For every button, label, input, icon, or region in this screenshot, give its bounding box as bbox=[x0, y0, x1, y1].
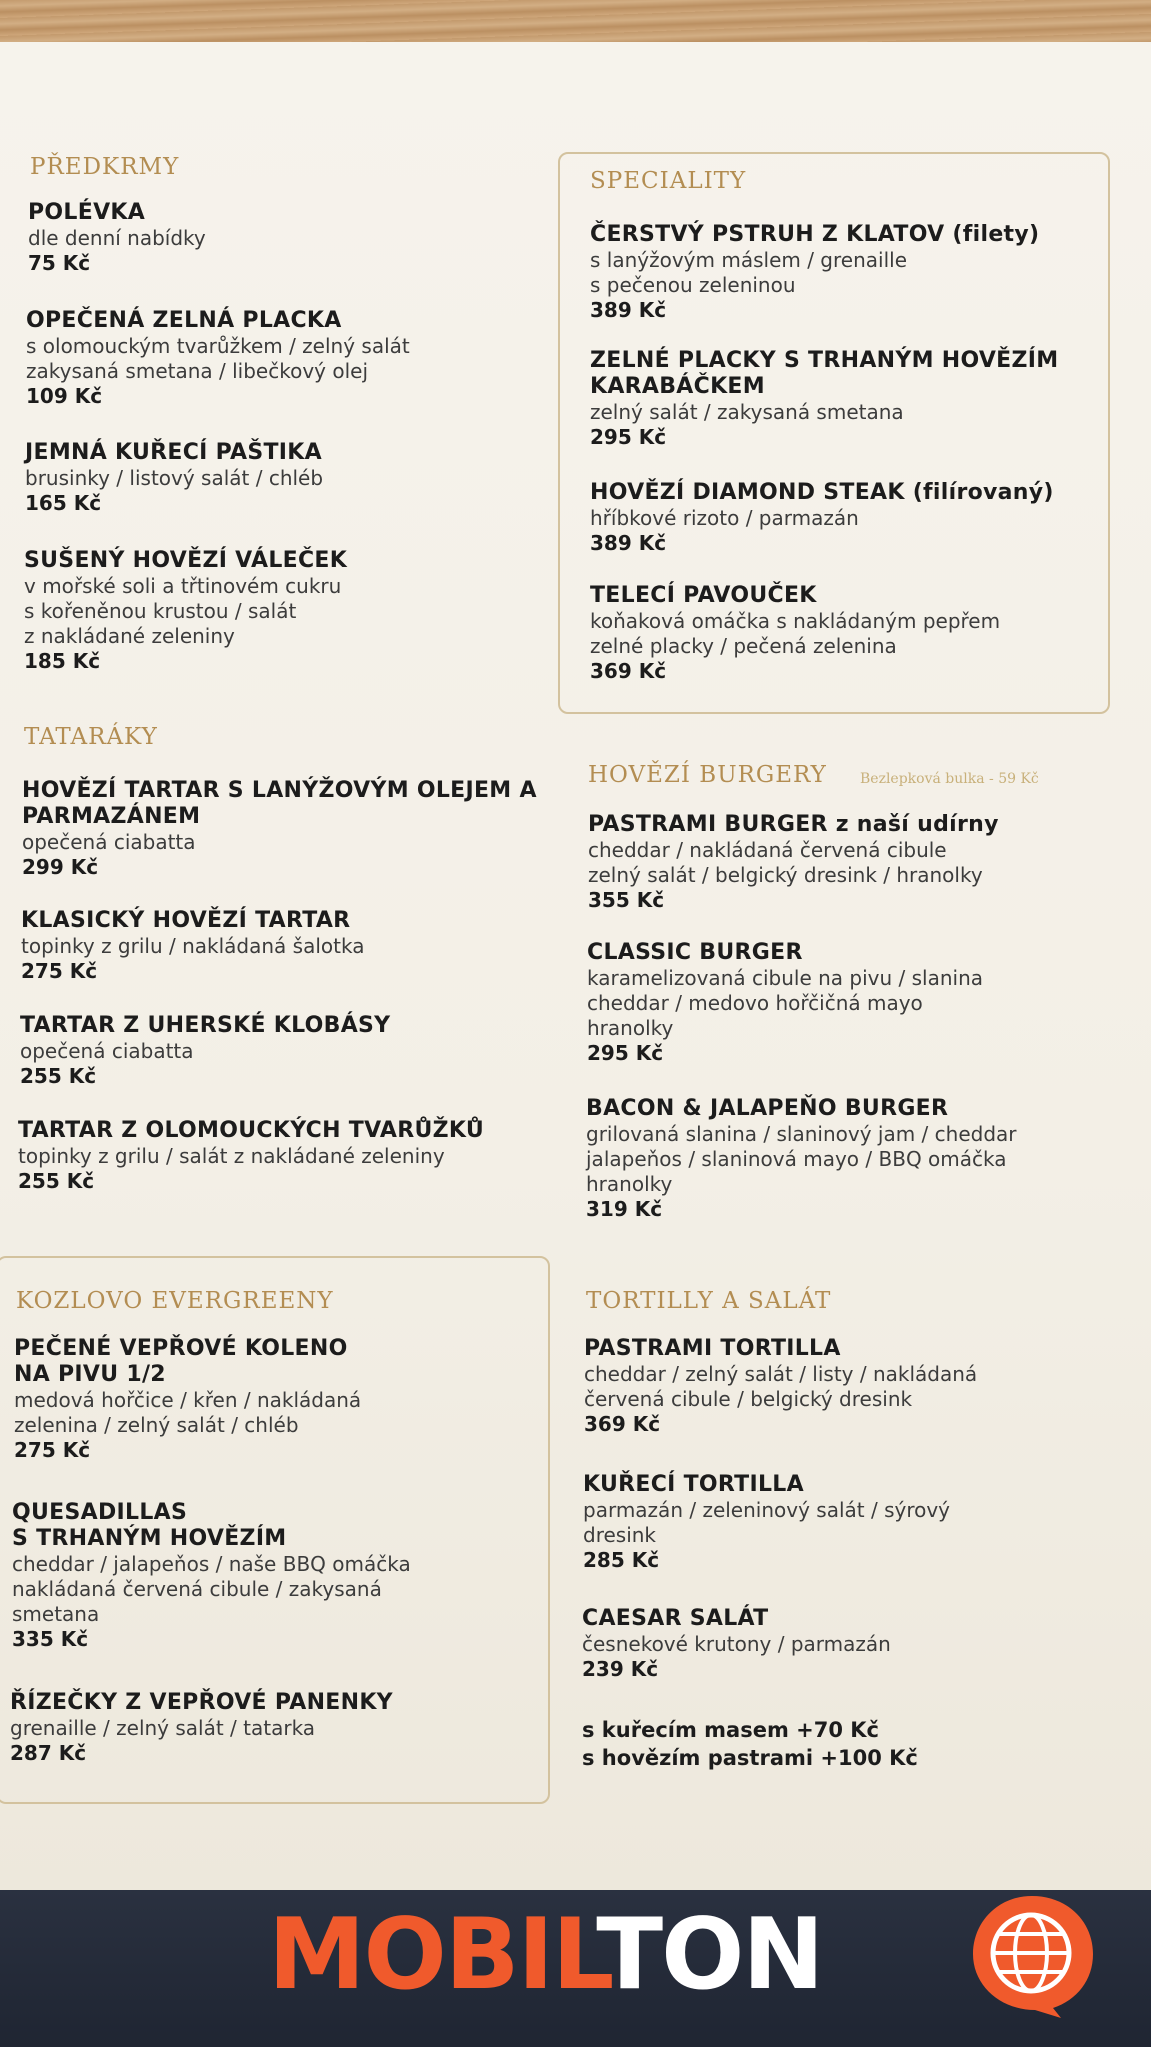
item-description: grilovaná slanina / slaninový jam / cheddar jalapeňos / slaninová mayo / BBQ omáčka hranolky bbox=[586, 1122, 1017, 1196]
menu-item-klasicky-tartar bbox=[21, 908, 541, 984]
item-price: 275 Kč bbox=[14, 1438, 91, 1462]
menu-item-pastrami-tortilla bbox=[584, 1336, 1144, 1437]
menu-item-hovezi-valecek bbox=[24, 548, 544, 674]
menu-item-teleci-pavoucek bbox=[590, 583, 1110, 684]
section-title-tortilly: TORTILLY A SALÁT bbox=[586, 1288, 832, 1314]
item-price: 335 Kč bbox=[12, 1627, 89, 1651]
item-description: s lanýžovým máslem / grenaille s pečenou zeleninou bbox=[590, 248, 907, 297]
item-description: zelný salát / zakysaná smetana bbox=[590, 400, 904, 424]
item-price: 319 Kč bbox=[586, 1197, 663, 1221]
item-description: hříbkové rizoto / parmazán bbox=[590, 506, 859, 530]
item-name: SUŠENÝ HOVĚZÍ VÁLEČEK bbox=[24, 548, 348, 573]
item-name: KLASICKÝ HOVĚZÍ TARTAR bbox=[21, 908, 351, 933]
menu-item-caesar-salat bbox=[582, 1606, 1142, 1682]
item-price: 165 Kč bbox=[25, 491, 102, 515]
item-name: HOVĚZÍ DIAMOND STEAK (filírovaný) bbox=[590, 480, 1054, 505]
item-price: 185 Kč bbox=[24, 649, 101, 673]
item-name: BACON & JALAPEŇO BURGER bbox=[586, 1096, 949, 1121]
item-description: brusinky / listový salát / chléb bbox=[25, 466, 324, 490]
item-name: ŘÍZEČKY Z VEPŘOVÉ PANENKY bbox=[10, 1690, 393, 1715]
globe-icon bbox=[965, 1890, 1100, 2020]
item-price: 389 Kč bbox=[590, 298, 667, 322]
section-title-evergreeny: KOZLOVO EVERGREENY bbox=[16, 1288, 334, 1314]
menu-item-pastrami-burger bbox=[588, 812, 1148, 913]
caesar-extra-chicken: s kuřecím masem +70 Kč bbox=[582, 1718, 880, 1742]
item-description: medová hořčice / křen / nakládaná zelenina / zelný salát / chléb bbox=[14, 1388, 362, 1437]
menu-item-pstruh bbox=[590, 222, 1110, 323]
menu-item-classic-burger bbox=[587, 940, 1147, 1066]
item-description: koňaková omáčka s nakládaným pepřem zelné placky / pečená zelenina bbox=[590, 609, 1001, 658]
item-name: PEČENÉ VEPŘOVÉ KOLENO NA PIVU 1/2 bbox=[14, 1336, 348, 1387]
item-name: CLASSIC BURGER bbox=[587, 940, 803, 965]
item-description: grenaille / zelný salát / tatarka bbox=[10, 1716, 316, 1740]
item-description: s olomouckým tvarůžkem / zelný salát zakysaná smetana / libečkový olej bbox=[26, 334, 410, 383]
item-description: opečená ciabatta bbox=[22, 830, 196, 854]
item-price: 295 Kč bbox=[590, 425, 667, 449]
menu-item-zelne-placky bbox=[590, 348, 1110, 450]
item-price: 369 Kč bbox=[590, 659, 667, 683]
item-name: QUESADILLAS S TRHANÝM HOVĚZÍM bbox=[12, 1500, 287, 1551]
item-description: topinky z grilu / nakládaná šalotka bbox=[21, 934, 365, 958]
item-price: 295 Kč bbox=[587, 1041, 664, 1065]
item-name: ČERSTVÝ PSTRUH Z KLATOV (filety) bbox=[590, 222, 1040, 247]
item-price: 299 Kč bbox=[22, 855, 99, 879]
item-description: karamelizovaná cibule na pivu / slanina cheddar / medovo hořčičná mayo hranolky bbox=[587, 966, 984, 1040]
section-title-speciality: SPECIALITY bbox=[590, 168, 747, 194]
item-name: ZELNÉ PLACKY S TRHANÝM HOVĚZÍM KARABÁČKEM bbox=[590, 348, 1059, 399]
item-price: 255 Kč bbox=[18, 1169, 95, 1193]
item-description: topinky z grilu / salát z nakládané zeleniny bbox=[18, 1144, 445, 1168]
item-name: PASTRAMI TORTILLA bbox=[584, 1336, 841, 1361]
menu-item-tartar-tvaruzky bbox=[18, 1118, 548, 1194]
item-description: cheddar / jalapeňos / naše BBQ omáčka nakládaná červená cibule / zakysaná smetana bbox=[12, 1552, 411, 1626]
item-price: 255 Kč bbox=[20, 1064, 97, 1088]
menu-item-bacon-jalapeno-burger bbox=[586, 1096, 1146, 1222]
gluten-free-bun-note: Bezlepková bulka - 59 Kč bbox=[860, 771, 1039, 787]
item-name: JEMNÁ KUŘECÍ PAŠTIKA bbox=[25, 440, 322, 465]
item-price: 389 Kč bbox=[590, 531, 667, 555]
watermark-part2: TON bbox=[596, 1898, 823, 2012]
menu-item-opecena-zelna-placka bbox=[26, 308, 546, 409]
item-description: cheddar / zelný salát / listy / nakládaná červená cibule / belgický dresink bbox=[584, 1362, 978, 1411]
menu-item-tartar-klobasa bbox=[20, 1013, 540, 1089]
item-description: v mořské soli a třtinovém cukru s kořeněnou krustou / salát z nakládané zeleniny bbox=[24, 574, 342, 648]
item-price: 355 Kč bbox=[588, 888, 665, 912]
menu-item-rizecky bbox=[10, 1690, 530, 1766]
section-title-tataraky: TATARÁKY bbox=[24, 724, 158, 750]
item-name: HOVĚZÍ TARTAR S LANÝŽOVÝM OLEJEM A PARMAZÁNEM bbox=[22, 778, 537, 829]
menu-item-quesadillas bbox=[12, 1500, 532, 1652]
item-description: dle denní nabídky bbox=[28, 226, 206, 250]
item-price: 369 Kč bbox=[584, 1412, 661, 1436]
item-name: OPEČENÁ ZELNÁ PLACKA bbox=[26, 308, 342, 333]
section-title-burgery: HOVĚZÍ BURGERY bbox=[588, 762, 827, 788]
menu-item-veprove-koleno bbox=[14, 1336, 534, 1463]
caesar-extra-pastrami: s hovězím pastrami +100 Kč bbox=[582, 1746, 918, 1770]
menu-item-hovezi-tartar-lanyzovy bbox=[22, 778, 542, 880]
menu-item-kureci-tortilla bbox=[583, 1472, 1143, 1573]
menu-item-diamond-steak bbox=[590, 480, 1110, 556]
item-name: TARTAR Z OLOMOUCKÝCH TVARŮŽKŮ bbox=[18, 1118, 485, 1143]
item-name: TELECÍ PAVOUČEK bbox=[590, 583, 817, 608]
item-description: parmazán / zeleninový salát / sýrový dresink bbox=[583, 1498, 951, 1547]
item-description: česnekové krutony / parmazán bbox=[582, 1632, 891, 1656]
item-description: opečená ciabatta bbox=[20, 1039, 194, 1063]
item-name: PASTRAMI BURGER z naší udírny bbox=[588, 812, 999, 837]
item-price: 287 Kč bbox=[10, 1741, 87, 1765]
menu-item-kureci-pastika bbox=[25, 440, 545, 516]
item-name: TARTAR Z UHERSKÉ KLOBÁSY bbox=[20, 1013, 391, 1038]
item-price: 275 Kč bbox=[21, 959, 98, 983]
item-price: 239 Kč bbox=[582, 1657, 659, 1681]
item-price: 109 Kč bbox=[26, 384, 103, 408]
item-description: cheddar / nakládaná červená cibule zelný salát / belgický dresink / hranolky bbox=[588, 838, 983, 887]
watermark-part1: MOBIL bbox=[268, 1898, 597, 2012]
item-name: KUŘECÍ TORTILLA bbox=[583, 1472, 804, 1497]
item-price: 75 Kč bbox=[28, 251, 91, 275]
item-price: 285 Kč bbox=[583, 1548, 660, 1572]
item-name: POLÉVKA bbox=[28, 200, 146, 225]
item-name: CAESAR SALÁT bbox=[582, 1606, 769, 1631]
section-title-predkrmy: PŘEDKRMY bbox=[30, 154, 180, 180]
menu-item-polevka bbox=[28, 200, 548, 276]
mobilton-watermark bbox=[268, 1900, 822, 2010]
